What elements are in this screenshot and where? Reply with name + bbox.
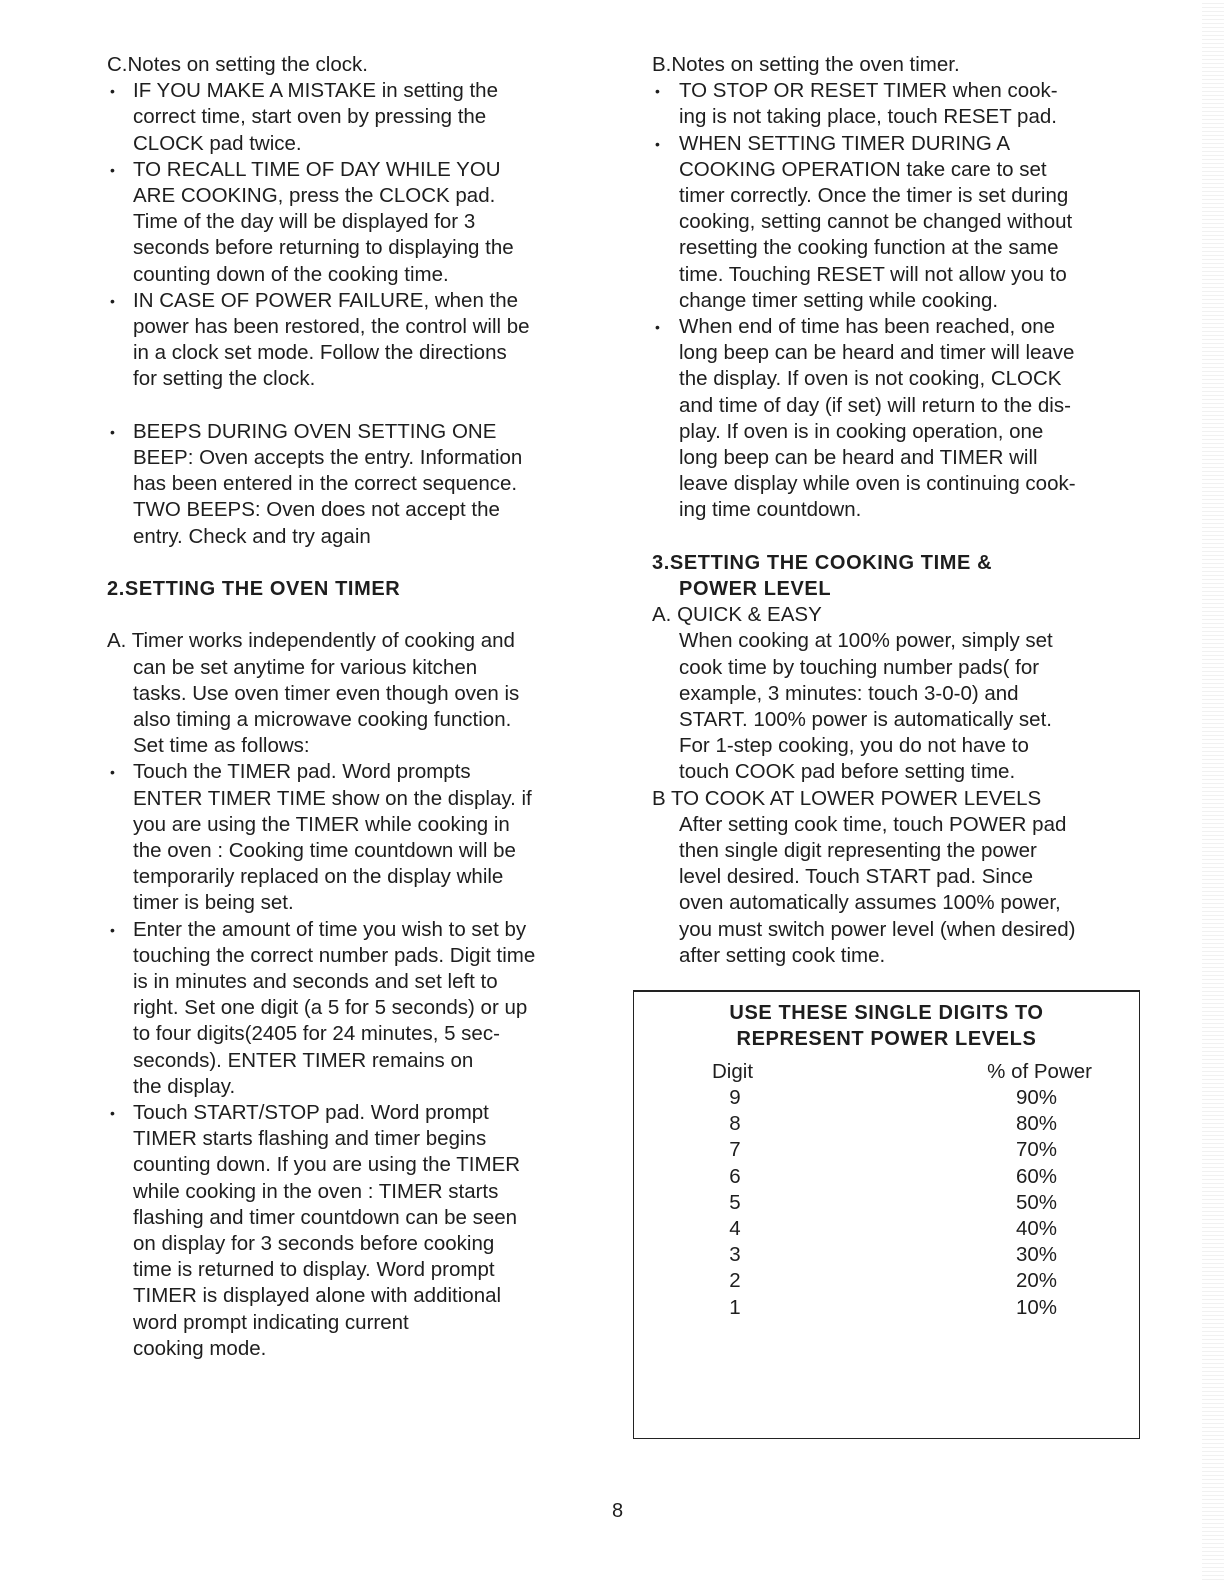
text-line: time. Touching RESET will not allow you to xyxy=(679,262,1067,286)
text-line: touch COOK pad before setting time. xyxy=(679,760,1016,784)
text-line: correct time, start oven by pressing the xyxy=(133,105,487,129)
text-line: the oven : Cooking time countdown will be xyxy=(133,839,516,862)
text-line: entry. Check and try again xyxy=(133,524,371,548)
bullet-icon: • xyxy=(110,423,115,440)
text-line: START. 100% power is automatically set. xyxy=(679,708,1052,731)
section-heading: 2.SETTING THE OVEN TIMER xyxy=(107,578,401,600)
text-line: CLOCK pad twice. xyxy=(133,131,302,155)
digit-cell: 3 xyxy=(729,1243,741,1267)
text-line: B TO COOK AT LOWER POWER LEVELS xyxy=(652,786,1042,810)
power-cell: 20% xyxy=(1015,1269,1057,1293)
digit-cell: 1 xyxy=(729,1295,741,1319)
text-line: After setting cook time, touch POWER pad xyxy=(679,812,1067,836)
text-line: TIMER is displayed alone with additional xyxy=(133,1284,502,1308)
text-line: play. If oven is in cooking operation, one xyxy=(679,419,1044,443)
text-line: cook time by touching number pads( for xyxy=(679,655,1040,679)
text-line: ENTER TIMER TIME show on the display. if xyxy=(133,786,532,810)
bullet-icon: • xyxy=(110,1105,115,1121)
text-line: in a clock set mode. Follow the directions xyxy=(133,341,507,365)
text-line: TWO BEEPS: Oven does not accept the xyxy=(133,498,500,522)
text-line: WHEN SETTING TIMER DURING A xyxy=(679,131,1011,155)
text-line: leave display while oven is continuing cook- xyxy=(679,472,1076,496)
digit-cell: 8 xyxy=(729,1112,741,1136)
power-cell: 60% xyxy=(1015,1164,1057,1188)
text-line: tasks. Use oven timer even though oven is xyxy=(133,681,520,705)
text-line: has been entered in the correct sequence. xyxy=(133,472,518,496)
text-line: resetting the cooking function at the same xyxy=(679,236,1059,260)
text-line: cooking mode. xyxy=(133,1336,267,1360)
text-line: counting down. If you are using the TIMER xyxy=(133,1153,521,1177)
bullet-icon: • xyxy=(110,161,115,178)
text-line: you are using the TIMER while cooking in xyxy=(133,812,510,836)
text-line: then single digit representing the power xyxy=(679,839,1037,862)
text-line: TO STOP OR RESET TIMER when cook- xyxy=(679,79,1058,103)
text-line: for setting the clock. xyxy=(133,367,316,391)
text-line: long beep can be heard and TIMER will xyxy=(679,446,1038,469)
bullet-icon: • xyxy=(110,764,115,781)
text-line: temporarily replaced on the display while xyxy=(133,865,504,889)
power-cell: 50% xyxy=(1015,1190,1057,1214)
text-line: B.Notes on setting the oven timer. xyxy=(652,53,960,76)
text-line: while cooking in the oven : TIMER starts xyxy=(133,1179,499,1203)
power-cell: 30% xyxy=(1015,1243,1057,1267)
text-line: timer correctly. Once the timer is set during xyxy=(679,184,1069,207)
text-line: A. Timer works independently of cooking and xyxy=(107,629,515,653)
text-line: word prompt indicating current xyxy=(133,1310,409,1334)
text-line: the display. If oven is not cooking, CLOCK xyxy=(679,367,1062,391)
digit-cell: 9 xyxy=(729,1086,741,1109)
digit-cell: 7 xyxy=(729,1138,741,1162)
power-cell: 40% xyxy=(1015,1217,1057,1240)
text-line: Enter the amount of time you wish to set by xyxy=(133,917,527,941)
power-cell: 90% xyxy=(1015,1086,1057,1109)
text-line: timer is being set. xyxy=(133,891,294,915)
bullet-icon: • xyxy=(110,292,115,309)
bullet-icon: • xyxy=(655,83,660,100)
text-line: is in minutes and seconds and set left to xyxy=(133,970,498,993)
power-levels-table xyxy=(633,990,1140,1439)
digit-cell: 6 xyxy=(729,1164,741,1188)
power-cell: 80% xyxy=(1015,1112,1057,1136)
digit-cell: 5 xyxy=(729,1190,741,1214)
text-line: BEEPS DURING OVEN SETTING ONE xyxy=(133,419,497,443)
text-line: ing time countdown. xyxy=(679,498,862,522)
section-heading: 3.SETTING THE COOKING TIME & xyxy=(652,551,993,574)
text-line: ing is not taking place, touch RESET pad. xyxy=(679,105,1057,129)
text-line: Set time as follows: xyxy=(133,734,310,758)
power-cell: 70% xyxy=(1015,1138,1057,1162)
text-line: touching the correct number pads. Digit time xyxy=(133,943,536,967)
text-line: A. QUICK & EASY xyxy=(652,603,822,627)
power-cell: 10% xyxy=(1015,1295,1057,1319)
bullet-icon: • xyxy=(655,135,660,152)
text-line: Touch START/STOP pad. Word prompt xyxy=(133,1101,489,1124)
section-heading: POWER LEVEL xyxy=(679,578,832,600)
scan-edge xyxy=(1202,0,1224,1583)
text-line: seconds). ENTER TIMER remains on xyxy=(133,1048,474,1072)
text-line: long beep can be heard and timer will leave xyxy=(679,341,1075,365)
text-line: C.Notes on setting the clock. xyxy=(107,53,368,76)
text-line: TIMER starts flashing and timer begins xyxy=(133,1127,487,1151)
table-title-line2: REPRESENT POWER LEVELS xyxy=(736,1028,1037,1050)
text-line: right. Set one digit (a 5 for 5 seconds) or up xyxy=(133,996,528,1020)
text-line: change timer setting while cooking. xyxy=(679,288,999,312)
text-line: can be set anytime for various kitchen xyxy=(133,655,478,679)
text-line: TO RECALL TIME OF DAY WHILE YOU xyxy=(133,157,501,181)
text-line: you must switch power level (when desired) xyxy=(679,917,1076,941)
digit-cell: 2 xyxy=(729,1269,741,1293)
text-line: on display for 3 seconds before cooking xyxy=(133,1232,495,1255)
text-line: When end of time has been reached, one xyxy=(679,315,1056,338)
text-line: seconds before returning to displaying the xyxy=(133,236,514,260)
page-number: 8 xyxy=(612,1500,624,1522)
text-line: time is returned to display. Word prompt xyxy=(133,1258,495,1282)
text-line: also timing a microwave cooking function. xyxy=(133,708,512,731)
text-line: the display. xyxy=(133,1074,236,1098)
text-line: after setting cook time. xyxy=(679,943,886,967)
text-line: to four digits(2405 for 24 minutes, 5 sec- xyxy=(133,1022,500,1046)
text-line: and time of day (if set) will return to the dis- xyxy=(679,393,1071,417)
text-line: BEEP: Oven accepts the entry. Information xyxy=(133,446,523,469)
text-line: Time of the day will be displayed for 3 xyxy=(133,210,476,234)
bullet-icon: • xyxy=(110,83,115,100)
text-line: ARE COOKING, press the CLOCK pad. xyxy=(133,184,496,207)
text-line: power has been restored, the control will be xyxy=(133,315,530,338)
bullet-icon: • xyxy=(655,319,660,335)
text-line: IN CASE OF POWER FAILURE, when the xyxy=(133,288,519,312)
text-line: Touch the TIMER pad. Word prompts xyxy=(133,760,471,784)
text-line: level desired. Touch START pad. Since xyxy=(679,865,1034,889)
text-line: oven automatically assumes 100% power, xyxy=(679,891,1061,915)
text-line: cooking, setting cannot be changed without xyxy=(679,210,1073,234)
text-line: COOKING OPERATION take care to set xyxy=(679,157,1047,181)
bullet-icon: • xyxy=(110,921,115,938)
header-digit: Digit xyxy=(712,1060,754,1083)
text-line: IF YOU MAKE A MISTAKE in setting the xyxy=(133,79,498,103)
text-line: counting down of the cooking time. xyxy=(133,262,449,286)
digit-cell: 4 xyxy=(729,1217,741,1240)
table-title-line1: USE THESE SINGLE DIGITS TO xyxy=(729,1002,1044,1024)
header-power: % of Power xyxy=(987,1060,1092,1083)
text-line: When cooking at 100% power, simply set xyxy=(679,629,1053,653)
text-line: For 1-step cooking, you do not have to xyxy=(679,734,1029,758)
text-line: example, 3 minutes: touch 3-0-0) and xyxy=(679,681,1019,705)
text-line: flashing and timer countdown can be seen xyxy=(133,1205,518,1229)
